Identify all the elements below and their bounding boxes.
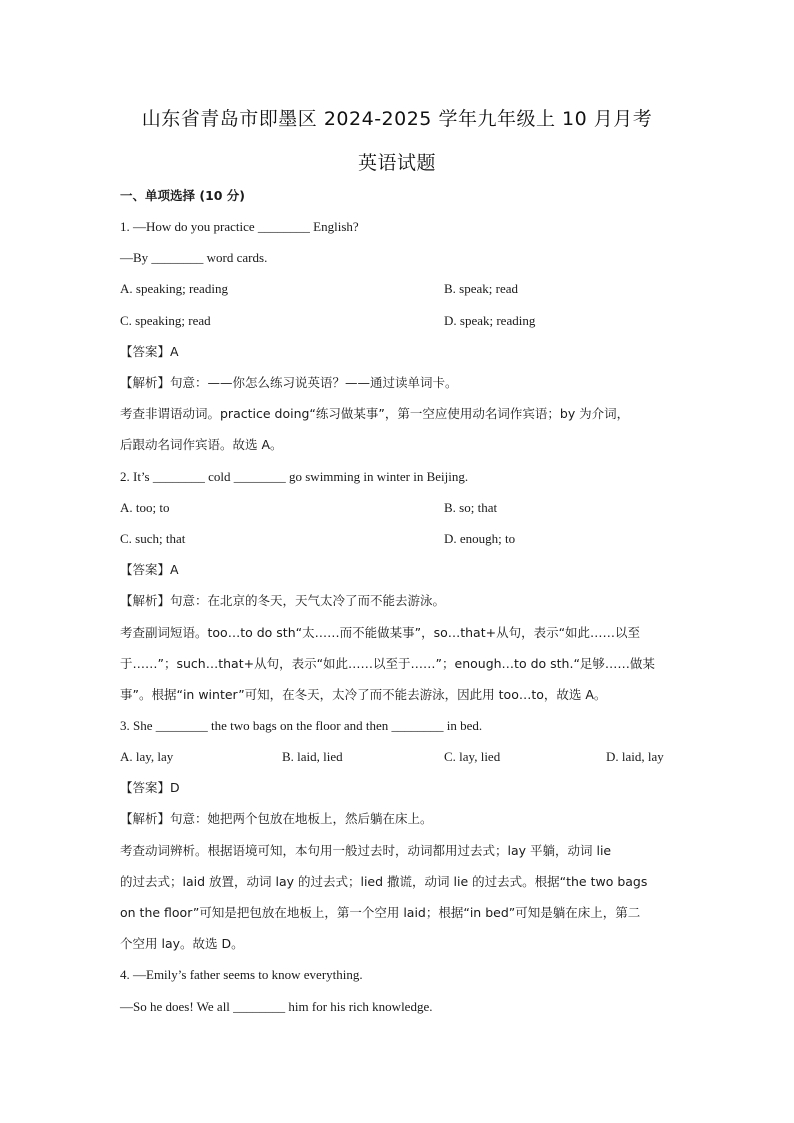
question-3-analysis-line: 【解析】句意：她把两个包放在地板上，然后躺在床上。 xyxy=(120,811,433,826)
question-1-stem-line2: —By ________ word cards. xyxy=(120,250,268,265)
question-1-analysis-line: 考查非谓语动词。practice doing“练习做某事”，第一空应使用动名词作宾语；by 为介词， xyxy=(120,406,630,421)
question-3-answer: 【答案】D xyxy=(120,780,180,795)
question-2-analysis-line: 事”。根据“in winter”可知，在冬天，太冷了而不能去游泳，因此用 too…to，故选 A。 xyxy=(120,687,607,702)
question-3-option-d: D. laid, lay xyxy=(606,749,664,764)
question-2-stem: 2. It’s ________ cold ________ go swimming in winter in Beijing. xyxy=(120,469,469,484)
question-2-analysis-line: 于……”；such…that+从句，表示“如此……以至于……”；enough…to do sth.“足够……做某 xyxy=(120,656,655,671)
question-2-option-c: C. such; that xyxy=(120,531,186,546)
question-1-stem: 1. —How do you practice ________ English? xyxy=(120,219,359,234)
question-3-option-a: A. lay, lay xyxy=(120,749,174,764)
question-1-option-a: A. speaking; reading xyxy=(120,281,228,296)
question-2-option-b: B. so; that xyxy=(444,500,498,515)
question-2-option-a: A. too; to xyxy=(120,500,170,515)
question-3-analysis-line: 考查动词辨析。根据语境可知，本句用一般过去时，动词都用过去式；lay 平躺，动词 lie xyxy=(120,843,612,858)
question-3-option-b: B. laid, lied xyxy=(282,749,343,764)
question-1-analysis-line: 【解析】句意：——你怎么练习说英语？——通过读单词卡。 xyxy=(120,375,458,390)
question-4-stem: 4. —Emily’s father seems to know everything. xyxy=(120,967,363,982)
question-3-stem: 3. She ________ the two bags on the floor and then ________ in bed. xyxy=(120,718,483,733)
question-2-answer: 【答案】A xyxy=(120,562,179,577)
section-heading: 一、单项选择 (10 分) xyxy=(120,188,246,203)
question-2-option-d: D. enough; to xyxy=(444,531,516,546)
document-title: 山东省青岛市即墨区 2024-2025 学年九年级上 10 月月考 xyxy=(141,108,653,130)
question-1-option-b: B. speak; read xyxy=(444,281,519,296)
question-1-option-d: D. speak; reading xyxy=(444,313,536,328)
question-3-option-c: C. lay, lied xyxy=(444,749,501,764)
document-subtitle: 英语试题 xyxy=(357,152,436,174)
question-3-analysis-line: 的过去式；laid 放置，动词 lay 的过去式；lied 撒谎，动词 lie 的过去式。根据“the two bags xyxy=(120,874,648,889)
question-1-answer: 【答案】A xyxy=(120,344,179,359)
question-2-analysis-line: 【解析】句意：在北京的冬天，天气太冷了而不能去游泳。 xyxy=(120,593,446,608)
question-4-stem-line2: —So he does! We all ________ him for his rich knowledge. xyxy=(120,999,433,1014)
question-2-analysis-line: 考查副词短语。too…to do sth“太……而不能做某事”，so…that+从句，表示“如此……以至 xyxy=(120,625,641,640)
question-1-option-c: C. speaking; read xyxy=(120,313,211,328)
question-3-analysis-line: 个空用 lay。故选 D。 xyxy=(120,936,244,951)
question-3-analysis-line: on the floor”可知是把包放在地板上，第一个空用 laid；根据“in bed”可知是躺在床上，第二 xyxy=(120,905,641,920)
question-1-analysis-line: 后跟动名词作宾语。故选 A。 xyxy=(120,437,283,452)
